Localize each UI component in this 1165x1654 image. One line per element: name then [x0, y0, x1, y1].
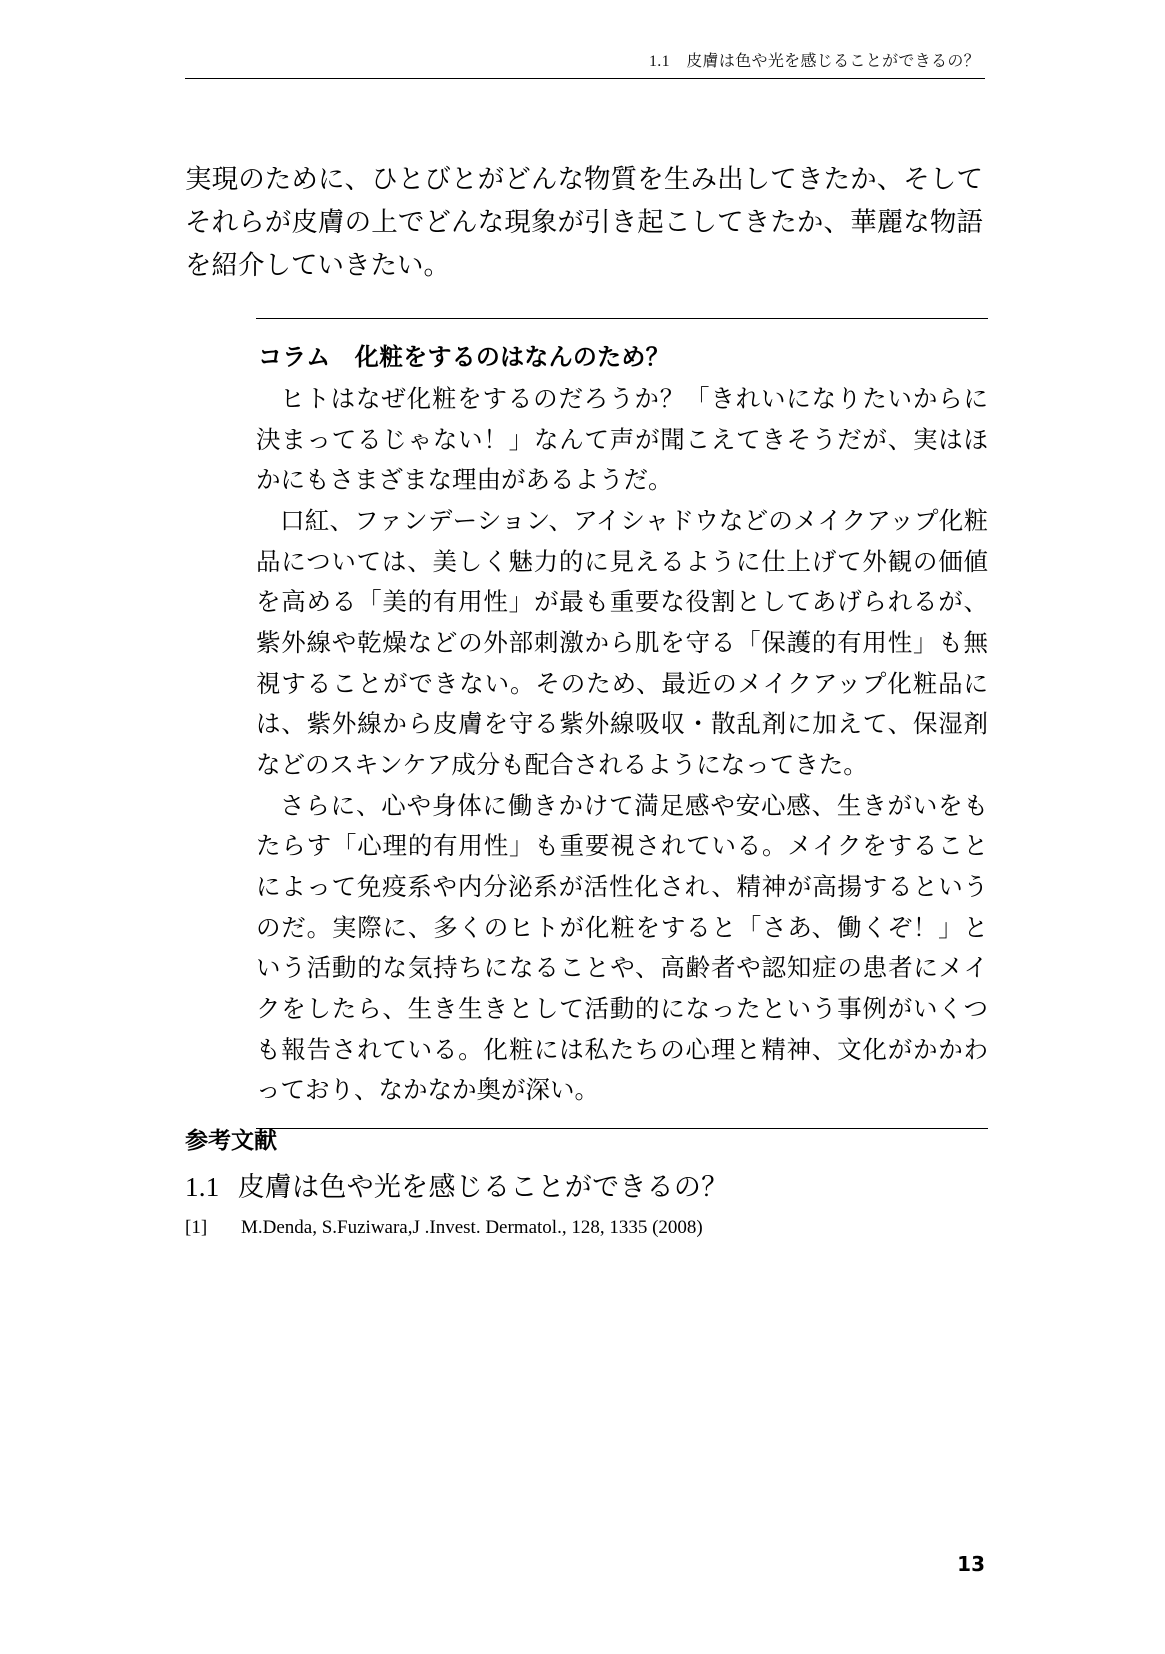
references-section-number: 1.1: [185, 1172, 220, 1202]
references-subheading: [185, 1165, 985, 1204]
reference-marker: [1]: [185, 1217, 208, 1238]
running-header: 1.1 皮膚は色や光を感じることができるの？: [648, 53, 980, 70]
column-title: コラム 化粧をするのはなんのため？: [258, 343, 670, 371]
body-paragraph: 実現のために、ひとびとがどんな物質を生み出してきたか、そしてそれらが皮膚の上でどんな現象が引き起こしてきたか、華麗な物語を紹介していきたい。: [185, 164, 983, 280]
column-paragraph: さらに、心や身体に働きかけて満足感や安心感、生きがいをもたらす「心理的有用性」も重要視されている。メイクをすることによって免疫系や内分泌系が活性化され、精神が高揚するというのだ。実際に、多くのヒトが化粧をすると「さあ、働くぞ！」という活動的な気持ちになることや、高齢者や認知症の患者にメイクをしたら、生き生きとして活動的になったという事例がいくつも報告されている。化粧には私たちの心理と精神、文化がかかわっており、なかなか奥が深い。: [256, 792, 988, 1105]
header-rule: [185, 78, 985, 79]
references-heading: 参考文献: [185, 1128, 277, 1154]
reference-text: M.Denda, S.Fuziwara,J .Invest. Dermatol., 128, 1335 (2008): [241, 1217, 703, 1238]
column-paragraph: ヒトはなぜ化粧をするのだろうか？「きれいになりたいからに決まってるじゃない！」なんて声が聞こえてきそうだが、実はほかにもさまざまな理由があるようだ。: [256, 386, 988, 495]
column-paragraph: 口紅、ファンデーション、アイシャドウなどのメイクアップ化粧品については、美しく魅力的に見えるように仕上げて外観の価値を高める「美的有用性」が最も重要な役割としてあげられるが、紫外線や乾燥などの外部刺激から肌を守る「保護的有用性」も無視することができない。そのため、最近のメイクアップ化粧品には、紫外線から皮膚を守る紫外線吸収・散乱剤に加えて、保湿剤などのスキンケア成分も配合されるようになってきた。: [256, 507, 988, 779]
references-section-title: 皮膚は色や光を感じることができるの？: [237, 1172, 729, 1202]
column-sidebar-box: [256, 318, 988, 1129]
column-rule-top: [256, 318, 988, 319]
references-section: [185, 1122, 985, 1243]
page-number: 13: [957, 1552, 985, 1576]
reference-entry: [185, 1214, 985, 1243]
